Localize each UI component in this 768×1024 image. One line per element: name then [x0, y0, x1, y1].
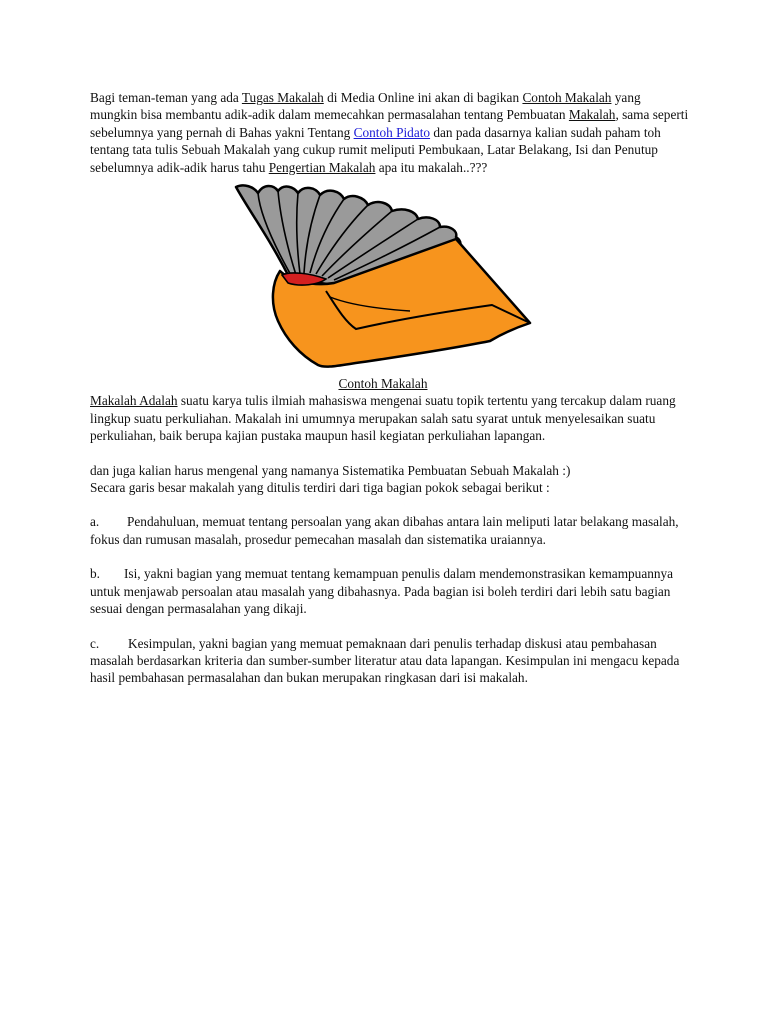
definition-text: suatu karya tulis ilmiah mahasiswa mengenai suatu topik tertentu yang tercakup dalam ruang lingkup suatu perkuliahan. Makalah ini umumnya merupakan salah satu syarat untuk menyelesaikan suatu perkuliahan, baik berupa kajian pustaka maupun hasil kegiatan perkuliahan lapangan. [90, 393, 676, 444]
list-item-text: Pendahuluan, memuat tentang persoalan yang akan dibahas antara lain meliputi latar belakang masalah, fokus dan rumusan masalah, prosedur pemecahan masalah dan sistematika uraiannya. [90, 514, 679, 547]
document-body [90, 89, 690, 687]
link-makalah[interactable]: Makalah [568, 107, 616, 123]
intro-paragraph [90, 89, 690, 176]
definition-paragraph [90, 392, 690, 444]
list-item-c [90, 635, 690, 687]
list-item-text: Isi, yakni bagian yang memuat tentang kemampuan penulis dalam mendemonstrasikan kemampuannya untuk menjawab persoalan atau masalah yang dibahasnya. Pada bagian isi boleh terdiri dari lebih satu bagian sesuai dengan permasalahan yang dikaji. [90, 566, 674, 617]
systematics-line-2: Secara garis besar makalah yang ditulis terdiri dari tiga bagian pokok sebagai berikut : [90, 480, 550, 496]
figure-caption [90, 375, 676, 392]
intro-text-5: dan pada dasarnya kalian sudah paham toh tentang tata tulis Sebuah Makalah yang cukup rumit meliputi Pembukaan, Latar Belakang, Isi dan Penutup sebelumnya adik-adik harus tahu [90, 124, 661, 175]
open-book-icon [230, 179, 540, 375]
list-marker: b. [90, 566, 100, 582]
intro-text-6: apa itu makalah..??? [375, 159, 488, 175]
caption-link[interactable]: Contoh Makalah [338, 376, 428, 392]
link-pengertian-makalah[interactable]: Pengertian Makalah [268, 159, 376, 175]
list-item-b [90, 565, 690, 617]
list-marker: c. [90, 635, 100, 651]
link-contoh-pidato[interactable]: Contoh Pidato [353, 124, 431, 140]
intro-text-3: yang mungkin bisa membantu adik-adik dalam memecahkan permasalahan tentang Pembuatan [90, 90, 641, 123]
systematics-line-1: dan juga kalian harus mengenal yang namanya Sistematika Pembuatan Sebuah Makalah :) [90, 462, 571, 478]
intro-text-2: di Media Online ini akan di bagikan [323, 90, 523, 105]
intro-text-4: , sama seperti sebelumnya yang pernah di Bahas yakni Tentang [90, 107, 689, 140]
book-figure [90, 179, 690, 375]
intro-text-1: Bagi teman-teman yang ada [90, 90, 242, 105]
list-marker: a. [90, 514, 100, 530]
list-item-a [90, 513, 690, 548]
link-contoh-makalah[interactable]: Contoh Makalah [522, 90, 612, 105]
link-tugas-makalah[interactable]: Tugas Makalah [241, 90, 324, 105]
definition-term-link[interactable]: Makalah Adalah [90, 393, 178, 409]
list-item-text: Kesimpulan, yakni bagian yang memuat pemaknaan dari penulis terhadap diskusi atau pembahasan masalah berdasarkan kriteria dan sumber-sumber literatur atau data lapangan. Kesimpulan ini mengacu kepada hasil pembahasan permasalahan dan bukan merupakan ringkasan dari isi makalah. [90, 635, 680, 686]
